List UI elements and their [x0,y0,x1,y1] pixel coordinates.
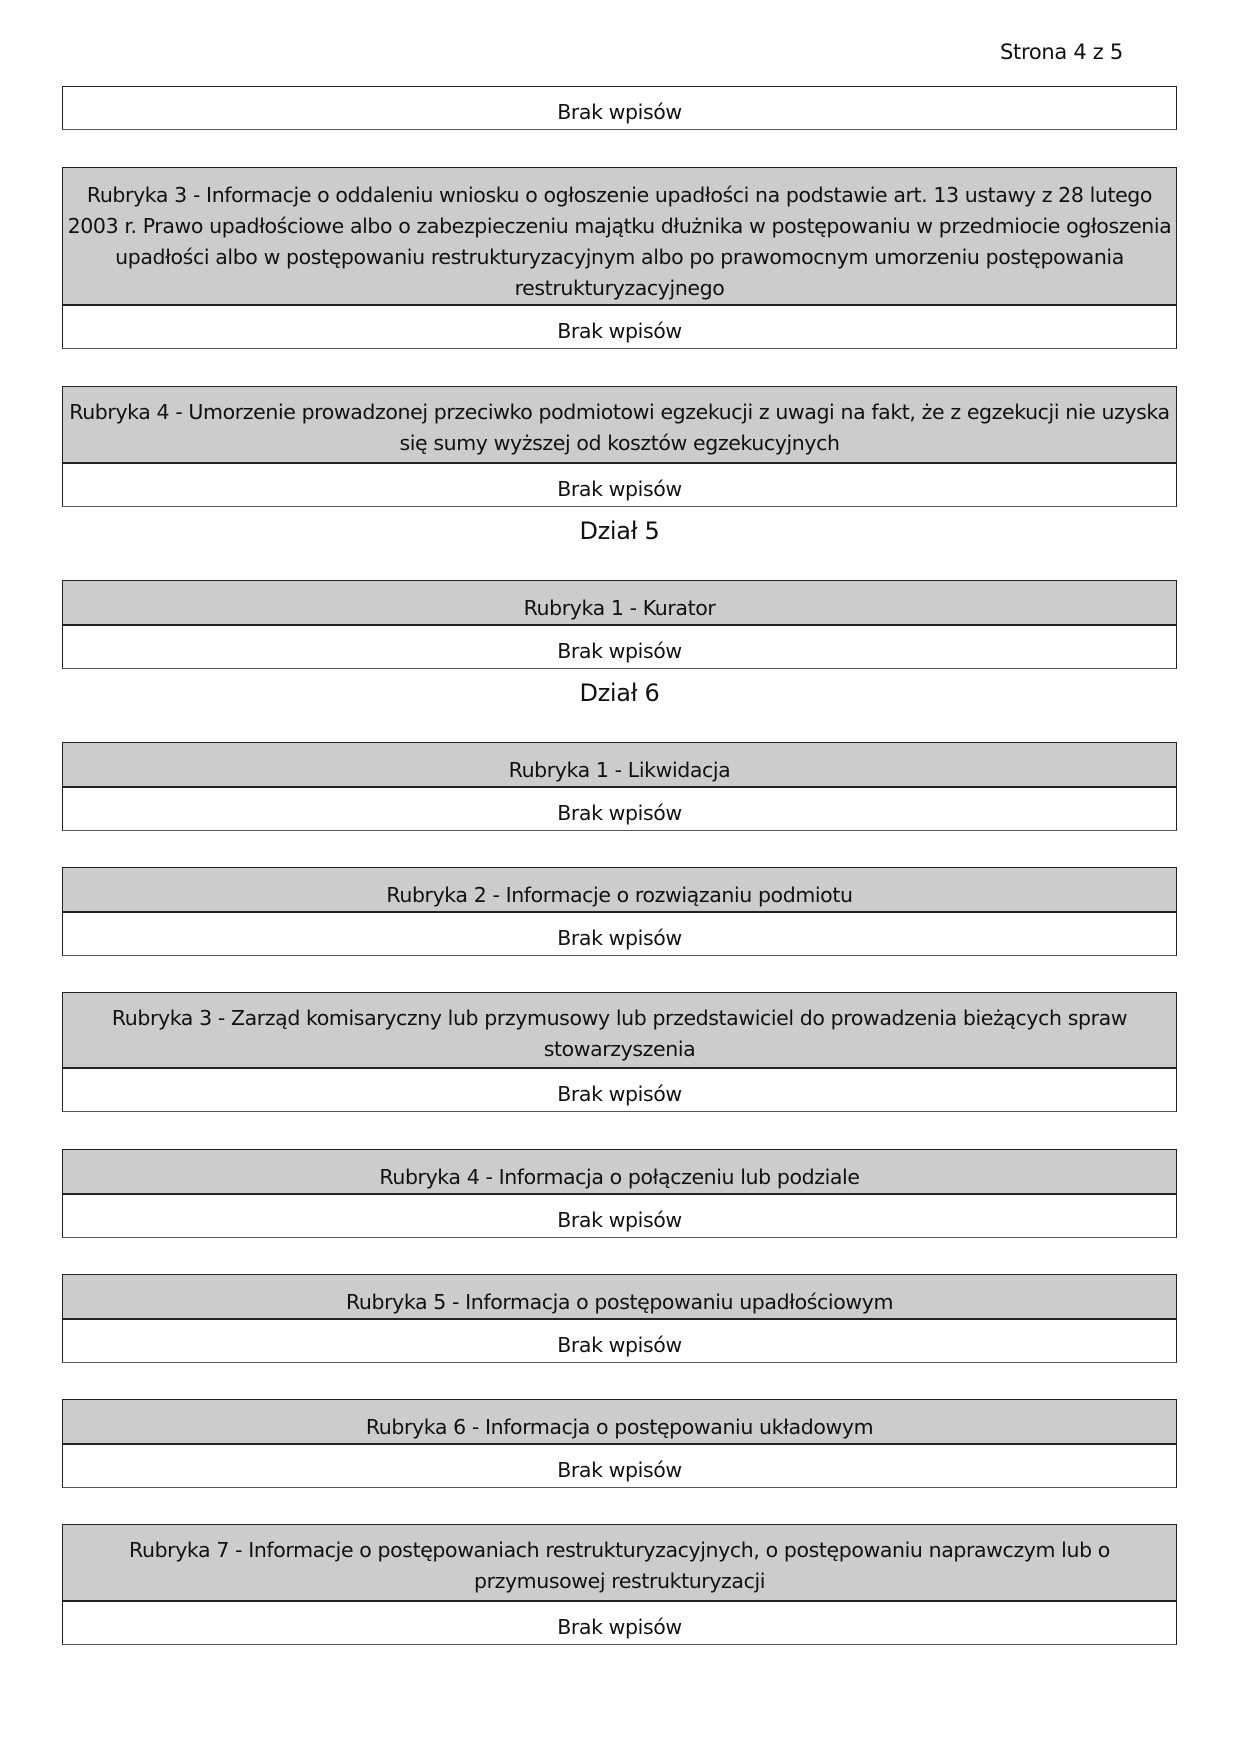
rubryka-header: Rubryka 7 - Informacje o postępowaniach restrukturyzacyjnych, o postępowaniu naprawczym lub o przymusowej restrukturyzacji [63,1525,1176,1602]
rubryka-body: Brak wpisów [557,1615,682,1639]
rubryka-block-dzial6-1 [62,742,1177,831]
rubryka-header: Rubryka 4 - Umorzenie prowadzonej przeciwko podmiotowi egzekucji z uwagi na fakt, że z egzekucji nie uzyska się sumy wyższej od kosztów egzekucyjnych [63,387,1176,464]
rubryka-body: Brak wpisów [557,801,682,825]
section-title-dzial5: Dział 5 [579,517,660,545]
rubryka-body: Brak wpisów [557,100,682,124]
rubryka-body: Brak wpisów [557,1333,682,1357]
rubryka-body: Brak wpisów [557,1082,682,1106]
rubryka-block-dzial6-5 [62,1274,1177,1363]
rubryka-block-dzial6-4 [62,1149,1177,1238]
rubryka-header: Rubryka 1 - Likwidacja [63,743,1176,788]
continued-rubryka-block [62,86,1177,130]
rubryka-header: Rubryka 5 - Informacja o postępowaniu upadłościowym [63,1275,1176,1320]
rubryka-header: Rubryka 1 - Kurator [63,581,1176,626]
rubryka-header: Rubryka 3 - Informacje o oddaleniu wniosku o ogłoszenie upadłości na podstawie art. 13 ustawy z 28 lutego 2003 r. Prawo upadłościowe albo o zabezpieczeniu majątku dłużnika w postępowaniu w przedmiocie ogłoszenia upadłości albo w postępowaniu restrukturyzacyjnym albo po prawomocnym umorzeniu postępowania restrukturyzacyjnego [63,168,1176,306]
rubryka-block-dzial5-1 [62,580,1177,669]
section-title-dzial6: Dział 6 [579,679,660,707]
rubryka-body: Brak wpisów [557,477,682,501]
rubryka-header: Rubryka 4 - Informacja o połączeniu lub podziale [63,1150,1176,1195]
rubryka-header: Rubryka 2 - Informacje o rozwiązaniu podmiotu [63,868,1176,913]
rubryka-body: Brak wpisów [557,639,682,663]
rubryka-block-dzial6-7 [62,1524,1177,1645]
rubryka-body: Brak wpisów [557,1208,682,1232]
rubryka-header: Rubryka 6 - Informacja o postępowaniu układowym [63,1400,1176,1445]
page-number: Strona 4 z 5 [1000,40,1123,64]
rubryka-header: Rubryka 3 - Zarząd komisaryczny lub przymusowy lub przedstawiciel do prowadzenia bieżących spraw stowarzyszenia [63,993,1176,1069]
rubryka-block-dzial6-6 [62,1399,1177,1488]
rubryka-body: Brak wpisów [557,926,682,950]
rubryka-block-dzial4-3 [62,167,1177,349]
rubryka-body: Brak wpisów [557,319,682,343]
rubryka-block-dzial6-2 [62,867,1177,956]
rubryka-body: Brak wpisów [557,1458,682,1482]
rubryka-block-dzial4-4 [62,386,1177,507]
rubryka-block-dzial6-3 [62,992,1177,1112]
